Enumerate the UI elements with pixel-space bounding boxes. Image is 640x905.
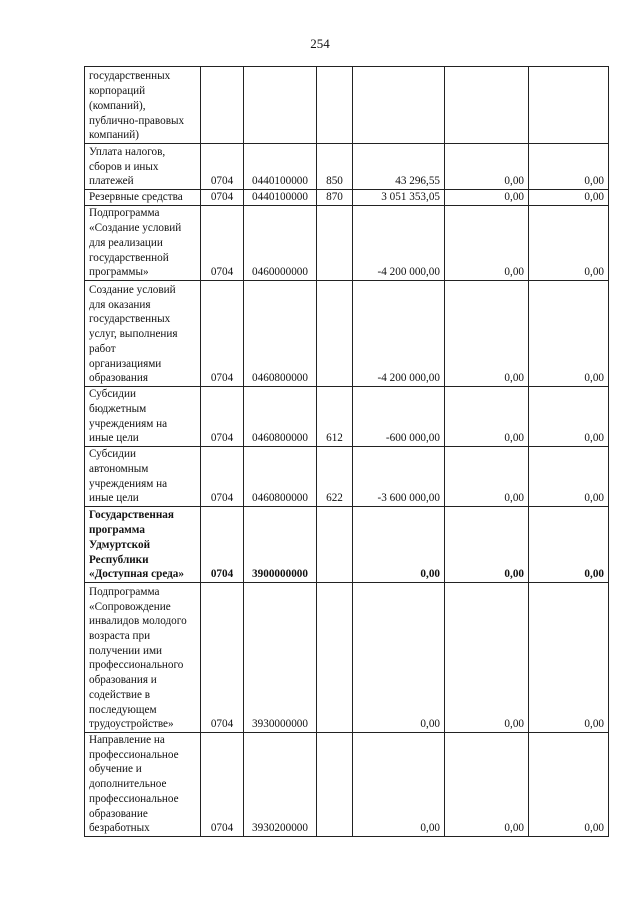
table-row — [85, 281, 609, 387]
amount-cell-2: 0,00 — [445, 507, 529, 583]
expense-type-code: 850 — [317, 144, 353, 190]
target-code: 0440100000 — [244, 144, 317, 190]
table-row — [85, 447, 609, 507]
amount-cell-3: 0,00 — [529, 281, 609, 387]
table-row — [85, 67, 609, 144]
expense-type-code — [317, 583, 353, 733]
amount-cell: -600 000,00 — [353, 387, 445, 447]
target-code: 0460800000 — [244, 387, 317, 447]
item-name: Направление на профессиональное обучение и дополнительное профессиональное образование безработных — [85, 733, 201, 837]
amount-cell-2: 0,00 — [445, 206, 529, 281]
expense-type-code: 870 — [317, 190, 353, 206]
amount-cell — [353, 67, 445, 144]
budget-table — [84, 66, 609, 837]
section-code: 0704 — [201, 206, 244, 281]
page-number: 254 — [310, 36, 330, 51]
amount-cell-3 — [529, 67, 609, 144]
table-row — [85, 583, 609, 733]
table-body — [85, 67, 609, 837]
item-name: Резервные средства — [85, 190, 201, 206]
amount-cell-3: 0,00 — [529, 507, 609, 583]
amount-cell: 0,00 — [353, 733, 445, 837]
amount-cell: 3 051 353,05 — [353, 190, 445, 206]
amount-cell-3: 0,00 — [529, 387, 609, 447]
amount-cell-3: 0,00 — [529, 190, 609, 206]
table-row — [85, 733, 609, 837]
amount-cell-3: 0,00 — [529, 733, 609, 837]
amount-cell-2: 0,00 — [445, 387, 529, 447]
amount-cell: -4 200 000,00 — [353, 281, 445, 387]
section-code: 0704 — [201, 387, 244, 447]
section-code: 0704 — [201, 447, 244, 507]
amount-cell-3: 0,00 — [529, 583, 609, 733]
target-code: 0460000000 — [244, 206, 317, 281]
section-code: 0704 — [201, 281, 244, 387]
target-code: 3930200000 — [244, 733, 317, 837]
target-code: 3930000000 — [244, 583, 317, 733]
item-name: Подпрограмма «Сопровождение инвалидов молодого возраста при получении ими профессионального образования и содействие в последующем трудоустройстве» — [85, 583, 201, 733]
section-code: 0704 — [201, 144, 244, 190]
expense-type-code: 622 — [317, 447, 353, 507]
amount-cell-3: 0,00 — [529, 206, 609, 281]
target-code: 0460800000 — [244, 281, 317, 387]
item-name: Субсидии бюджетным учреждениям на иные цели — [85, 387, 201, 447]
amount-cell: 0,00 — [353, 507, 445, 583]
item-name: государственных корпораций (компаний), публично-правовых компаний) — [85, 67, 201, 144]
amount-cell-2: 0,00 — [445, 447, 529, 507]
target-code: 3900000000 — [244, 507, 317, 583]
amount-cell: -4 200 000,00 — [353, 206, 445, 281]
section-code — [201, 67, 244, 144]
table-row — [85, 206, 609, 281]
expense-type-code — [317, 67, 353, 144]
amount-cell: -3 600 000,00 — [353, 447, 445, 507]
amount-cell-2: 0,00 — [445, 144, 529, 190]
item-name: Государственная программа Удмуртской Республики «Доступная среда» — [85, 507, 201, 583]
section-code: 0704 — [201, 507, 244, 583]
section-code: 0704 — [201, 583, 244, 733]
expense-type-code — [317, 206, 353, 281]
expense-type-code — [317, 733, 353, 837]
item-name: Уплата налогов, сборов и иных платежей — [85, 144, 201, 190]
amount-cell-2 — [445, 67, 529, 144]
item-name: Создание условий для оказания государственных услуг, выполнения работ организациями образования — [85, 281, 201, 387]
expense-type-code — [317, 507, 353, 583]
expense-type-code — [317, 281, 353, 387]
amount-cell: 0,00 — [353, 583, 445, 733]
section-code: 0704 — [201, 190, 244, 206]
amount-cell: 43 296,55 — [353, 144, 445, 190]
table-row — [85, 144, 609, 190]
amount-cell-2: 0,00 — [445, 733, 529, 837]
item-name: Подпрограмма «Создание условий для реализации государственной программы» — [85, 206, 201, 281]
table-row — [85, 190, 609, 206]
target-code: 0460800000 — [244, 447, 317, 507]
item-name: Субсидии автономным учреждениям на иные цели — [85, 447, 201, 507]
target-code: 0440100000 — [244, 190, 317, 206]
amount-cell-2: 0,00 — [445, 281, 529, 387]
amount-cell-3: 0,00 — [529, 447, 609, 507]
expense-type-code: 612 — [317, 387, 353, 447]
amount-cell-2: 0,00 — [445, 190, 529, 206]
target-code — [244, 67, 317, 144]
table-row — [85, 387, 609, 447]
amount-cell-2: 0,00 — [445, 583, 529, 733]
table-row — [85, 507, 609, 583]
section-code: 0704 — [201, 733, 244, 837]
amount-cell-3: 0,00 — [529, 144, 609, 190]
